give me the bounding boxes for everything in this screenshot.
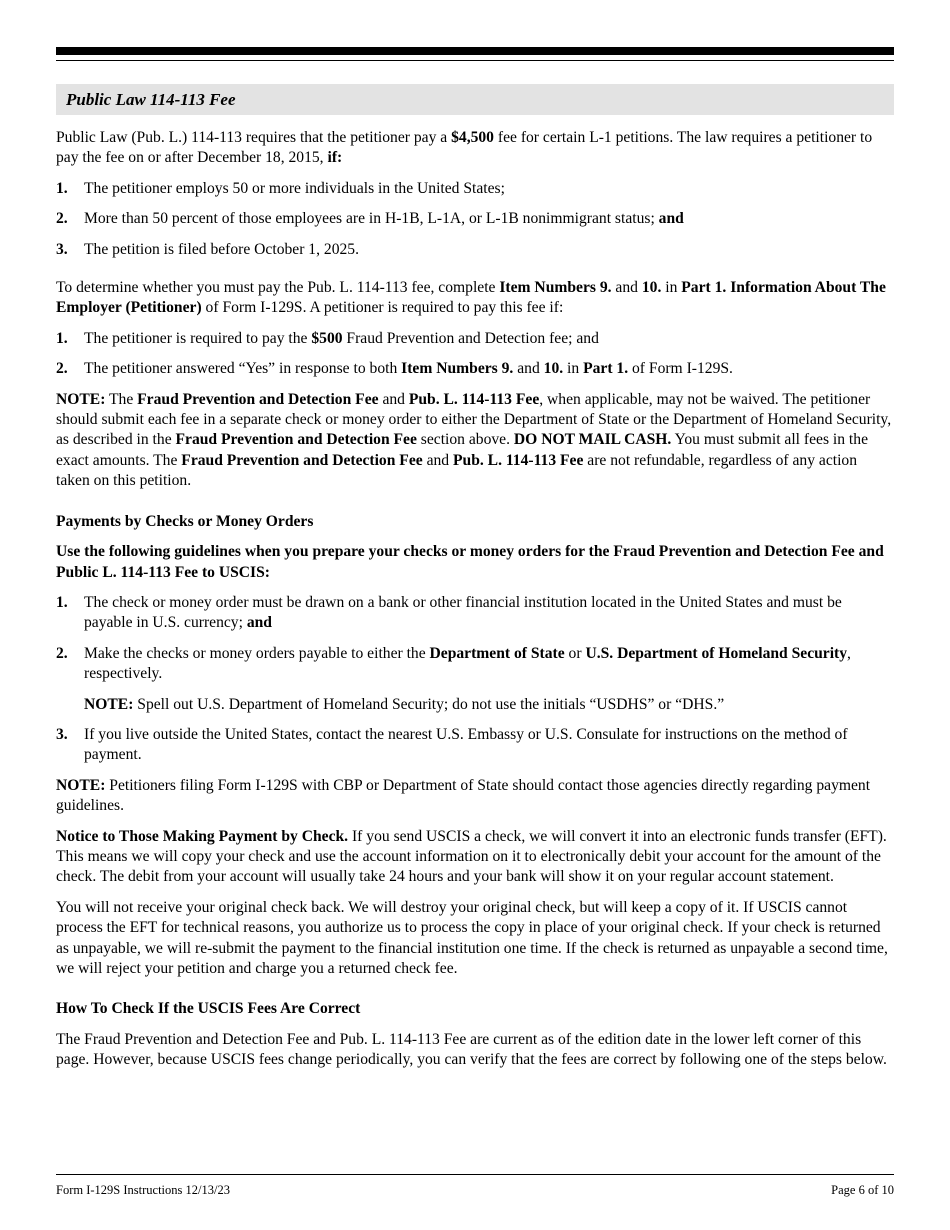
list-text: The petitioner answered “Yes” in response to both Item Numbers 9. and 10. in Part 1. of Form I-129S. bbox=[84, 360, 733, 378]
list-item bbox=[56, 209, 894, 229]
list-text: More than 50 percent of those employees are in H-1B, L-1A, or L-1B nonimmigrant status; and bbox=[84, 210, 684, 228]
fees-check-paragraph: The Fraud Prevention and Detection Fee and Pub. L. 114-113 Fee are current as of the edition date in the lower left corner of this page. However, because USCIS fees change periodically, you can verify that the fees are correct by following one of the steps below. bbox=[56, 1030, 887, 1069]
list-text: The petitioner is required to pay the $500 Fraud Prevention and Detection fee; and bbox=[84, 329, 599, 347]
list-text: Make the checks or money orders payable to either the Department of State or U.S. Department of Homeland Security, respectively. bbox=[84, 644, 851, 683]
list-text: If you live outside the United States, contact the nearest U.S. Embassy or U.S. Consulate for instructions on the method of payment. bbox=[84, 725, 848, 764]
section-title: Public Law 114-113 Fee bbox=[56, 84, 894, 115]
footer-rule bbox=[56, 1174, 894, 1175]
list-item bbox=[56, 359, 894, 379]
note-paragraph: NOTE: The Fraud Prevention and Detection Fee and Pub. L. 114-113 Fee, when applicable, may not be waived. The petitioner should submit each fee in a separate check or money order to either the Department of State or the Department of Homeland Security, as described in the Fraud Prevention and Detection Fee section above. DO NOT MAIL CASH. You must submit all fees in the exact amounts. The Fraud Prevention and Detection Fee and Pub. L. 114-113 Fee are not refundable, regardless of any action taken on this petition. bbox=[56, 390, 892, 490]
notice-paragraph: Notice to Those Making Payment by Check. If you send USCIS a check, we will convert it into an electronic funds transfer (EFT). This means we will copy your check and use the account information on it to electronically debit your account for the amount of the check. The debit from your account will usually take 24 hours and your bank will show it on your regular account statement. bbox=[56, 827, 887, 886]
list-number: 1. bbox=[56, 593, 68, 611]
list-item bbox=[56, 725, 894, 766]
footer-form-edition: Form I-129S Instructions 12/13/23 bbox=[56, 1183, 230, 1197]
list-text: The petition is filed before October 1, 2025. bbox=[84, 240, 359, 258]
sub-note: NOTE: Spell out U.S. Department of Homeland Security; do not use the initials “USDHS” or “DHS.” bbox=[84, 695, 725, 713]
footer-page-number: Page 6 of 10 bbox=[831, 1183, 894, 1197]
list-text: The petitioner employs 50 or more individuals in the United States; bbox=[84, 179, 505, 197]
payments-heading: Payments by Checks or Money Orders bbox=[56, 512, 314, 530]
list-item bbox=[56, 179, 894, 199]
intro-paragraph: Public Law (Pub. L.) 114-113 requires that the petitioner pay a $4,500 fee for certain L-1 petitions. The law requires a petitioner to pay the fee on or after December 18, 2015, if: bbox=[56, 129, 873, 167]
list-number: 2. bbox=[56, 210, 68, 228]
list-item bbox=[56, 240, 894, 260]
list-item bbox=[56, 644, 894, 685]
header-rule-thick bbox=[56, 47, 894, 55]
note-cbp-paragraph: NOTE: Petitioners filing Form I-129S with CBP or Department of State should contact those agencies directly regarding payment guidelines. bbox=[56, 776, 871, 815]
header-rule-thin bbox=[56, 60, 894, 61]
list-number: 1. bbox=[56, 329, 68, 347]
list-number: 2. bbox=[56, 360, 68, 378]
list-item bbox=[56, 329, 894, 349]
list-number: 3. bbox=[56, 725, 68, 743]
list-item bbox=[56, 593, 894, 634]
list-text: The check or money order must be drawn on a bank or other financial institution located in the United States and must be payable in U.S. currency; and bbox=[84, 593, 842, 632]
original-check-paragraph: You will not receive your original check back. We will destroy your original check, but will keep a copy of it. If USCIS cannot process the EFT for technical reasons, you authorize us to process the copy in place of your original check. If your check is returned as unpayable, we will re-submit the payment to the financial institution one time. If the check is returned as unpayable a second time, we will reject your petition and charge you a returned check fee. bbox=[56, 898, 888, 977]
fees-check-heading: How To Check If the USCIS Fees Are Correct bbox=[56, 1000, 361, 1018]
list-number: 2. bbox=[56, 644, 68, 662]
payments-guidelines: Use the following guidelines when you prepare your checks or money orders for the Fraud Prevention and Detection Fee and Public L. 114-113 Fee to USCIS: bbox=[56, 543, 884, 581]
list-number: 1. bbox=[56, 179, 68, 197]
content bbox=[56, 128, 894, 1071]
determine-paragraph: To determine whether you must pay the Pub. L. 114-113 fee, complete Item Numbers 9. and 10. in Part 1. Information About The Employer (Petitioner) of Form I-129S. A petitioner is required to pay this fee if: bbox=[56, 279, 886, 317]
list-number: 3. bbox=[56, 240, 68, 258]
